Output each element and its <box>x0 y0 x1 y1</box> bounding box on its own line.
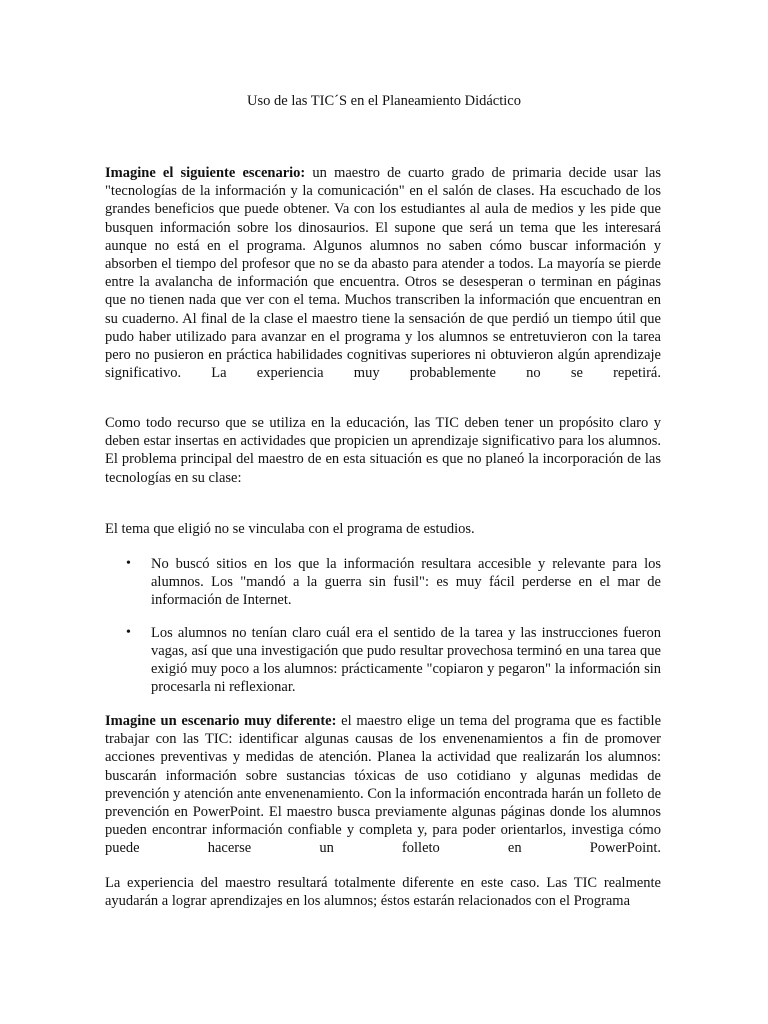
bullet-icon: • <box>126 624 131 640</box>
paragraph-text: un maestro de cuarto grado de primaria decide usar las "tecnologías de la información y la comunicación" en el salón de clases. Ha escuchado de los grandes beneficios que puede obtener. Va con los estudiantes al aula de medios y les pide que busquen información sobre los dinosaurios. El supone que será un tema que les interesará aunque no está en el programa. Algunos alumnos no saben cómo buscar información y absorben el tiempo del profesor que no se da abasto para atender a todos. La mayoría se pierde entre la avalancha de información que encuentra. Otros se desesperan o terminan en páginas que no tienen nada que ver con el tema. Muchos transcriben la información que encuentran en su cuaderno. Al final de la clase el maestro tiene la sensación de que perdió un tiempo útil que pudo haber utilizado para avanzar en el programa y los alumnos se entretuvieron con la tarea pero no pusieron en práctica habilidades cognitivas superiores ni obtuvieron algún aprendizaje significativo. La experiencia muy probablemente no se repetirá. <box>105 165 661 382</box>
paragraph-text: La experiencia del maestro resultará totalmente diferente en este caso. Las TIC realmente ayudarán a lograr aprendizajes en los alumnos; éstos estarán relacionados con el Programa <box>105 875 661 910</box>
paragraph-purpose <box>105 414 661 487</box>
list-item <box>105 555 661 610</box>
paragraph-lead: Imagine un escenario muy diferente: <box>105 713 337 729</box>
paragraph-text: el maestro elige un tema del programa que es factible trabajar con las TIC: identificar algunas causas de los envenenamientos a fin de promover acciones preventivas y medidas de atención. Planea la actividad que realizarán los alumnos: buscarán información sobre sustancias tóxicas de uso cotidiano y algunas medidas de prevención y atención ante envenenamiento. Con la información encontrada harán un folleto de prevención en PowerPoint. El maestro busca previamente algunas páginas donde los alumnos pueden encontrar información confiable y completa y, para poder orientarlos, investiga cómo puede hacerse un folleto en PowerPoint. <box>105 713 662 857</box>
bullet-icon: • <box>126 556 131 571</box>
paragraph-conclusion <box>105 874 661 910</box>
paragraph-lead: Imagine el siguiente escenario: <box>105 165 306 181</box>
page-title: Uso de las TIC´S en el Planeamiento Didáctico <box>247 93 521 109</box>
paragraph-topic <box>105 520 661 538</box>
paragraph-text: El tema que eligió no se vinculaba con el programa de estudios. <box>105 521 475 537</box>
bullet-list <box>105 555 661 710</box>
paragraph-scenario-1 <box>105 164 661 382</box>
paragraph-scenario-2 <box>105 712 661 858</box>
list-item-text: Los alumnos no tenían claro cuál era el sentido de la tarea y las instrucciones fueron vagas, así que una investigación que pudo resultar provechosa terminó en una tarea que exigió muy poco a los alumnos: prácticamente "copiaron y pegaron" la información sin procesarla ni reflexionar. <box>151 624 661 696</box>
list-item <box>105 624 661 697</box>
paragraph-text: Como todo recurso que se utiliza en la educación, las TIC deben tener un propósito claro y deben estar insertas en actividades que propicien un aprendizaje significativo para los alumnos. El problema principal del maestro de en esta situación es que no planeó la incorporación de las tecnologías en su clase: <box>105 415 661 486</box>
list-item-text: No buscó sitios en los que la información resultara accesible y relevante para los alumnos. Los "mandó a la guerra sin fusil": es muy fácil perderse en el mar de información de Internet. <box>151 556 661 609</box>
